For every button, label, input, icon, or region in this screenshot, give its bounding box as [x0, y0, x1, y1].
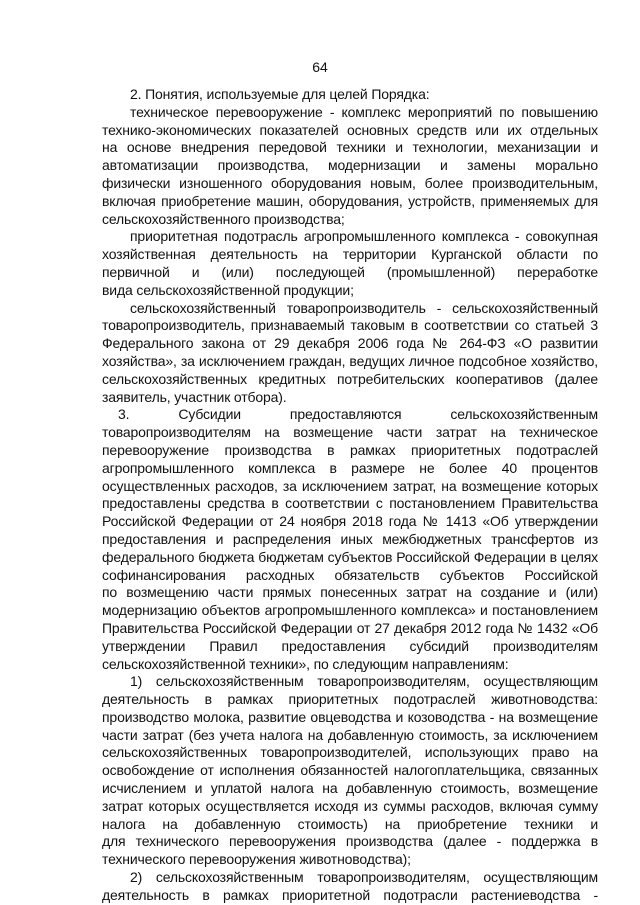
text-line: сельскохозяйственной техники», по следующим направлениям: [102, 655, 509, 672]
text-line: заявитель, участник отбора). [102, 388, 287, 405]
text-line: агропромышленного комплекса в размере не более 40 процентов [102, 459, 598, 476]
text-line: хозяйства», за исключением граждан, ведущих личное подсобное хозяйство, [102, 352, 598, 369]
text-line: производство молока, развитие овцеводства и козоводства - на возмещение [102, 708, 598, 725]
text-line: 3. Субсидии предоставляются сельскохозяйственным [118, 406, 598, 423]
text-line: 2) сельскохозяйственным товаропроизводителям, осуществляющим [130, 869, 598, 886]
text-line: для технического перевооружения производства (далее - поддержка в [102, 833, 598, 850]
text-line: 2. Понятия, используемые для целей Порядка: [130, 86, 430, 102]
text-line: товаропроизводителям на возмещение части затрат на техническое [102, 424, 598, 441]
text-line: по возмещению части прямых понесенных затрат на создание и (или) [102, 584, 598, 601]
text-line: части затрат (без учета налога на добавленную стоимость, за исключением [102, 726, 598, 743]
text-line: Российской Федерации от 24 ноября 2018 года № 1413 «Об утверждении [102, 513, 598, 530]
text-line: деятельность в рамках приоритетных подотраслей животноводства: [102, 691, 598, 708]
text-line: Федерального закона от 29 декабря 2006 года № 264-ФЗ «О развитии [102, 335, 598, 352]
text-line: сельскохозяйственных кредитных потребительских кооперативов (далее [102, 370, 598, 387]
text-line: на основе внедрения передовой техники и технологии, механизации и [102, 139, 598, 156]
text-line: перевооружение производства в рамках приоритетных подотраслей [102, 441, 598, 458]
text-line: автоматизации производства, модернизации и замены морально [102, 157, 598, 174]
text-line: предоставлены средства в соответствии с постановлением Правительства [102, 495, 598, 512]
text-line: первичной и (или) последующей (промышленной) переработке [102, 263, 598, 280]
text-line: технико-экономических показателей основных средств или их отдельных [102, 121, 598, 138]
text-line: товаропроизводитель, признаваемый таковым в соответствии со статьей 3 [102, 317, 598, 334]
text-line: предоставления и распределения иных межбюджетных трансфертов из [102, 530, 598, 547]
text-line: сельскохозяйственный товаропроизводитель - сельскохозяйственный [130, 299, 598, 316]
text-line: модернизацию объектов агропромышленного комплекса» и постановлением [102, 602, 598, 619]
text-line: исчислением и уплатой налога на добавленную стоимость, возмещение [102, 780, 598, 797]
text-line: утверждении Правил предоставления субсидий производителям [102, 637, 598, 654]
text-line: освобождение от исполнения обязанностей налогоплательщика, связанных [102, 762, 598, 779]
page-number: 64 [312, 59, 328, 75]
text-line: вида сельскохозяйственной продукции; [102, 281, 354, 298]
text-line: Правительства Российской Федерации от 27 декабря 2012 года № 1432 «Об [102, 619, 598, 636]
document-body [102, 86, 598, 905]
text-line: деятельность в рамках приоритетной подотрасли растениеводства - [102, 886, 598, 903]
text-line: федерального бюджета бюджетам субъектов Российской Федерации в целях [102, 548, 598, 565]
text-line: сельскохозяйственного производства; [102, 210, 345, 227]
text-line: 1) сельскохозяйственным товаропроизводителям, осуществляющим [130, 673, 598, 690]
text-line: технического перевооружения животноводства); [102, 851, 411, 868]
text-line: осуществленных расходов, за исключением затрат, на возмещение которых [102, 477, 598, 494]
text-line: физически изношенного оборудования новым, более производительным, [102, 174, 598, 191]
text-line: приоритетная подотрасль агропромышленного комплекса - совокупная [130, 228, 598, 245]
text-line: включая приобретение машин, оборудования, устройств, применяемых для [102, 192, 598, 209]
text-line: хозяйственная деятельность на территории Курганской области по [102, 246, 598, 263]
text-line: налога на добавленную стоимость) на приобретение техники и [102, 815, 598, 832]
text-line: софинансирования расходных обязательств субъектов Российской [102, 566, 598, 583]
text-line: техническое перевооружение - комплекс мероприятий по повышению [130, 103, 598, 120]
text-line: затрат которых осуществляется исходя из суммы расходов, включая сумму [102, 797, 598, 814]
text-line: сельскохозяйственных товаропроизводителей, использующих право на [102, 744, 598, 761]
